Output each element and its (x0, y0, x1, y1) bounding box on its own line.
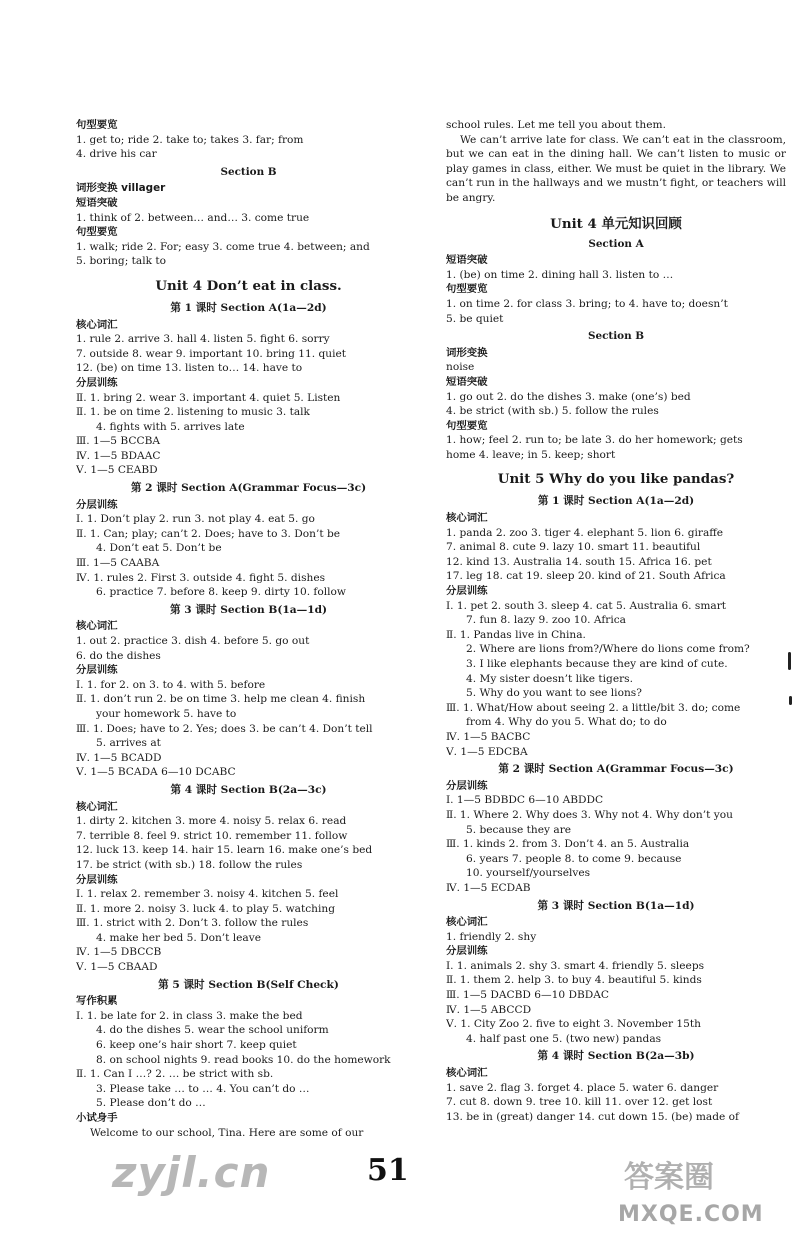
answer-line: Ⅲ. 1. Does; have to 2. Yes; does 3. be can’t 4. Don’t tell (76, 722, 373, 735)
answer-line: 4. half past one 5. (two new) pandas (466, 1032, 662, 1045)
essay-line: school rules. Let me tell you about them. (446, 119, 666, 131)
answer-line: Ⅳ. 1—5 BDAAC (76, 449, 161, 462)
heading-practice: 分层训练 (76, 376, 118, 389)
heading-core-vocab: 核心词汇 (446, 916, 488, 929)
answer-line: 7. fun 8. lazy 9. zoo 10. Africa (466, 614, 627, 627)
heading-practice: 分层训练 (446, 585, 488, 598)
essay-paragraph: We can’t arrive late for class. We can’t eat in the classroom, but we can eat in the dining hall. We can’t listen to music or play games in class, either. We must be quiet in the library. We can’t run in the hallways and we mustn’t fight, or teachers will be angry. (446, 133, 786, 204)
answer-line: 4. fights with 5. arrives late (96, 420, 245, 433)
left-column (76, 118, 421, 1140)
answer-line: Ⅳ. 1. rules 2. First 3. outside 4. fight 5. dishes (76, 571, 326, 584)
heading-core-vocab: 核心词汇 (446, 512, 488, 525)
answer-line: 17. be strict (with sb.) 18. follow the rules (76, 858, 303, 871)
answer-line: 7. outside 8. wear 9. important 10. bring 11. quiet (76, 347, 347, 360)
answer-line: Ⅰ. 1. animals 2. shy 3. smart 4. friendly 5. sleeps (446, 959, 705, 972)
answer-line: home 4. leave; in 5. keep; short (446, 448, 616, 461)
answer-line: 17. leg 18. cat 19. sleep 20. kind of 21. South Africa (446, 570, 726, 583)
answer-line: 1. go out 2. do the dishes 3. make (one’s) bed (446, 390, 691, 403)
heading-writing: 写作积累 (76, 995, 118, 1008)
heading-core-vocab: 核心词汇 (76, 800, 118, 813)
answer-line: 7. animal 8. cute 9. lazy 10. smart 11. beautiful (446, 541, 701, 554)
answer-line: 4. do the dishes 5. wear the school uniform (96, 1024, 329, 1037)
watermark-logo: 答案圈 (624, 1160, 714, 1195)
answer-line: 1. think of 2. between… and… 3. come true (76, 211, 310, 224)
answer-line: 5. boring; talk to (76, 255, 167, 268)
answer-line: Ⅲ. 1. What/How about seeing 2. a little/bit 3. do; come (446, 701, 741, 714)
watermark-logo: MXQE.COM (618, 1202, 764, 1227)
answer-line: Ⅱ. 1. Can I …? 2. … be strict with sb. (76, 1068, 274, 1081)
heading-word-forms: 词形变换 (446, 346, 488, 359)
answer-line: 5. arrives at (96, 737, 161, 750)
heading-sentence-patterns: 句型要览 (446, 419, 488, 432)
heading-practice: 分层训练 (76, 498, 118, 511)
heading-phrases: 短语突破 (446, 375, 488, 388)
answer-line: 5. be quiet (446, 312, 504, 325)
heading-sentence-patterns: 句型要览 (446, 283, 488, 296)
answer-line: 1. (be) on time 2. dining hall 3. listen to … (446, 268, 674, 281)
answer-line: Ⅴ. 1. City Zoo 2. five to eight 3. November 15th (446, 1018, 701, 1031)
answer-line: 4. drive his car (76, 148, 157, 161)
heading-core-vocab: 核心词汇 (76, 318, 118, 331)
answer-line: Ⅰ. 1. relax 2. remember 3. noisy 4. kitchen 5. feel (76, 888, 339, 901)
heading-phrases: 短语突破 (446, 254, 488, 267)
answer-line: Ⅳ. 1—5 ABCCD (446, 1003, 532, 1016)
answer-line: 12. luck 13. keep 14. hair 15. learn 16. make one’s bed (76, 844, 373, 857)
answer-line: Ⅲ. 1. strict with 2. Don’t 3. follow the rules (76, 917, 309, 930)
answer-line: 1. panda 2. zoo 3. tiger 4. elephant 5. lion 6. giraffe (446, 526, 724, 539)
answer-line: Ⅳ. 1—5 DBCCB (76, 946, 162, 959)
answer-line: 12. kind 13. Australia 14. south 15. Africa 16. pet (446, 555, 712, 568)
answer-line: 6. keep one’s hair short 7. keep quiet (96, 1039, 297, 1052)
answer-line: 1. friendly 2. shy (446, 930, 537, 943)
answer-line: 1. get to; ride 2. take to; takes 3. far; from (76, 133, 304, 146)
lesson-title: 第 5 课时 Section B(Self Check) (158, 978, 339, 991)
answer-line: 3. Please take … to … 4. You can’t do … (96, 1082, 310, 1095)
answer-line: Ⅱ. 1. Can; play; can’t 2. Does; have to 3. Don’t be (76, 527, 341, 540)
answer-line: 1. rule 2. arrive 3. hall 4. listen 5. fight 6. sorry (76, 333, 330, 346)
section-title: Section B (220, 165, 277, 178)
answer-line: 2. Where are lions from?/Where do lions come from? (466, 643, 750, 656)
heading-phrases: 短语突破 (76, 196, 118, 209)
section-title: Section B (587, 330, 645, 343)
answer-line: Ⅳ. 1—5 ECDAB (446, 881, 531, 894)
answer-line: Ⅱ. 1. bring 2. wear 3. important 4. quiet 5. Listen (76, 391, 341, 404)
answer-line: Ⅳ. 1—5 BCADD (76, 751, 162, 764)
answer-line: Ⅰ. 1—5 BDBDC 6—10 ABDDC (446, 794, 604, 807)
answer-line: Ⅰ. 1. Don’t play 2. run 3. not play 4. eat 5. go (76, 513, 315, 526)
answer-line: Ⅲ. 1. kinds 2. from 3. Don’t 4. an 5. Australia (446, 838, 690, 851)
answer-line: 4. make her bed 5. Don’t leave (96, 931, 262, 944)
answer-line: 3. I like elephants because they are kind of cute. (466, 658, 728, 670)
answer-line: Ⅴ. 1—5 EDCBA (446, 745, 528, 758)
lesson-title: 第 3 课时 Section B(1a—1d) (537, 899, 695, 912)
answer-line: 12. (be) on time 13. listen to… 14. have to (76, 362, 303, 375)
answer-line: 5. Please don’t do … (96, 1097, 206, 1110)
answer-line: 10. yourself/yourselves (466, 867, 591, 880)
answer-line: 1. how; feel 2. run to; be late 3. do her homework; gets (446, 434, 743, 447)
answer-line: 7. terrible 8. feel 9. strict 10. remember 11. follow (76, 829, 348, 842)
heading-practice: 分层训练 (446, 945, 488, 958)
heading-try-it: 小试身手 (76, 1112, 118, 1124)
answer-line: 1. on time 2. for class 3. bring; to 4. have to; doesn’t (446, 297, 728, 310)
heading-practice: 分层训练 (76, 664, 118, 677)
heading-core-vocab: 核心词汇 (446, 1067, 488, 1080)
answer-line: Ⅱ. 1. be on time 2. listening to music 3. talk (76, 406, 310, 419)
margin-mark (789, 696, 792, 705)
answer-line: 6. years 7. people 8. to come 9. because (466, 852, 682, 865)
answer-line: Ⅴ. 1—5 BCADA 6—10 DCABC (76, 766, 236, 779)
heading-sentence-patterns: 句型要览 (76, 119, 118, 131)
answer-line: Ⅰ. 1. pet 2. south 3. sleep 4. cat 5. Australia 6. smart (446, 599, 727, 612)
lesson-title: 第 3 课时 Section B(1a—1d) (169, 603, 328, 616)
answer-line: Ⅰ. 1. for 2. on 3. to 4. with 5. before (76, 678, 266, 691)
unit-review-title: Unit 4 单元知识回顾 (550, 215, 682, 232)
answer-line: your homework 5. have to (96, 707, 237, 720)
answer-line: 1. save 2. flag 3. forget 4. place 5. water 6. danger (446, 1081, 719, 1094)
answer-line: Ⅲ. 1—5 DACBD 6—10 DBDAC (446, 989, 609, 1002)
unit-title: Unit 4 Don’t eat in class. (155, 277, 342, 294)
answer-line: 7. cut 8. down 9. tree 10. kill 11. over 12. get lost (446, 1096, 713, 1109)
margin-mark (788, 652, 791, 670)
answer-line: Ⅴ. 1—5 CEABD (76, 464, 158, 477)
section-title: Section A (588, 237, 644, 250)
answer-line: 4. My sister doesn’t like tigers. (466, 672, 633, 685)
answer-line: 6. do the dishes (76, 649, 161, 662)
answer-line: 1. dirty 2. kitchen 3. more 4. noisy 5. relax 6. read (76, 815, 347, 828)
answer-line: 13. be in (great) danger 14. cut down 15. (be) made of (446, 1110, 739, 1123)
answer-line: noise (446, 361, 475, 374)
answer-line: Ⅱ. 1. them 2. help 3. to buy 4. beautiful 5. kinds (446, 974, 702, 987)
answer-line: from 4. Why do you 5. What do; to do (466, 716, 667, 729)
answer-line: 4. be strict (with sb.) 5. follow the rules (446, 405, 659, 418)
watermark-logo: zyjl.cn (112, 1148, 271, 1197)
heading-word-forms: 词形变换 villager (76, 182, 166, 195)
lesson-title: 第 4 课时 Section B(2a—3c) (170, 783, 327, 796)
answer-line: Ⅲ. 1—5 BCCBA (76, 435, 161, 448)
heading-practice: 分层训练 (446, 779, 488, 792)
answer-line: 4. Don’t eat 5. Don’t be (96, 542, 222, 555)
heading-practice: 分层训练 (76, 873, 118, 886)
answer-line: 6. practice 7. before 8. keep 9. dirty 10. follow (96, 586, 346, 599)
heading-core-vocab: 核心词汇 (76, 620, 118, 633)
answer-line: Ⅱ. 1. more 2. noisy 3. luck 4. to play 5. watching (76, 902, 335, 915)
answer-line: 8. on school nights 9. read books 10. do the homework (96, 1053, 391, 1066)
answer-line: 5. Why do you want to see lions? (466, 687, 642, 700)
lesson-title: 第 2 课时 Section A(Grammar Focus—3c) (498, 763, 734, 776)
answer-line: 1. out 2. practice 3. dish 4. before 5. go out (76, 635, 310, 647)
answer-line: Ⅳ. 1—5 BACBC (446, 730, 531, 743)
answer-line: 1. walk; ride 2. For; easy 3. come true 4. between; and (76, 240, 370, 253)
lesson-title: 第 1 课时 Section A(1a—2d) (537, 495, 695, 508)
answer-line: Ⅱ. 1. Pandas live in China. (446, 628, 586, 641)
heading-sentence-patterns: 句型要览 (76, 226, 118, 239)
answer-line: Ⅰ. 1. be late for 2. in class 3. make the bed (76, 1009, 303, 1022)
essay-line: Welcome to our school, Tina. Here are some of our (90, 1126, 364, 1139)
answer-line: Ⅱ. 1. Where 2. Why does 3. Why not 4. Why don’t you (446, 808, 733, 821)
answer-line: Ⅱ. 1. don’t run 2. be on time 3. help me clean 4. finish (76, 693, 366, 706)
lesson-title: 第 1 课时 Section A(1a—2d) (170, 301, 327, 314)
answer-line: Ⅴ. 1—5 CBAAD (76, 961, 158, 974)
answer-line: Ⅲ. 1—5 CAABA (76, 557, 160, 570)
lesson-title: 第 2 课时 Section A(Grammar Focus—3c) (130, 482, 367, 495)
unit-title: Unit 5 Why do you like pandas? (497, 471, 735, 488)
lesson-title: 第 4 课时 Section B(2a—3b) (537, 1050, 695, 1063)
right-column (446, 118, 786, 1124)
page-number: 51 (367, 1153, 409, 1188)
answer-line: 5. because they are (466, 823, 572, 836)
